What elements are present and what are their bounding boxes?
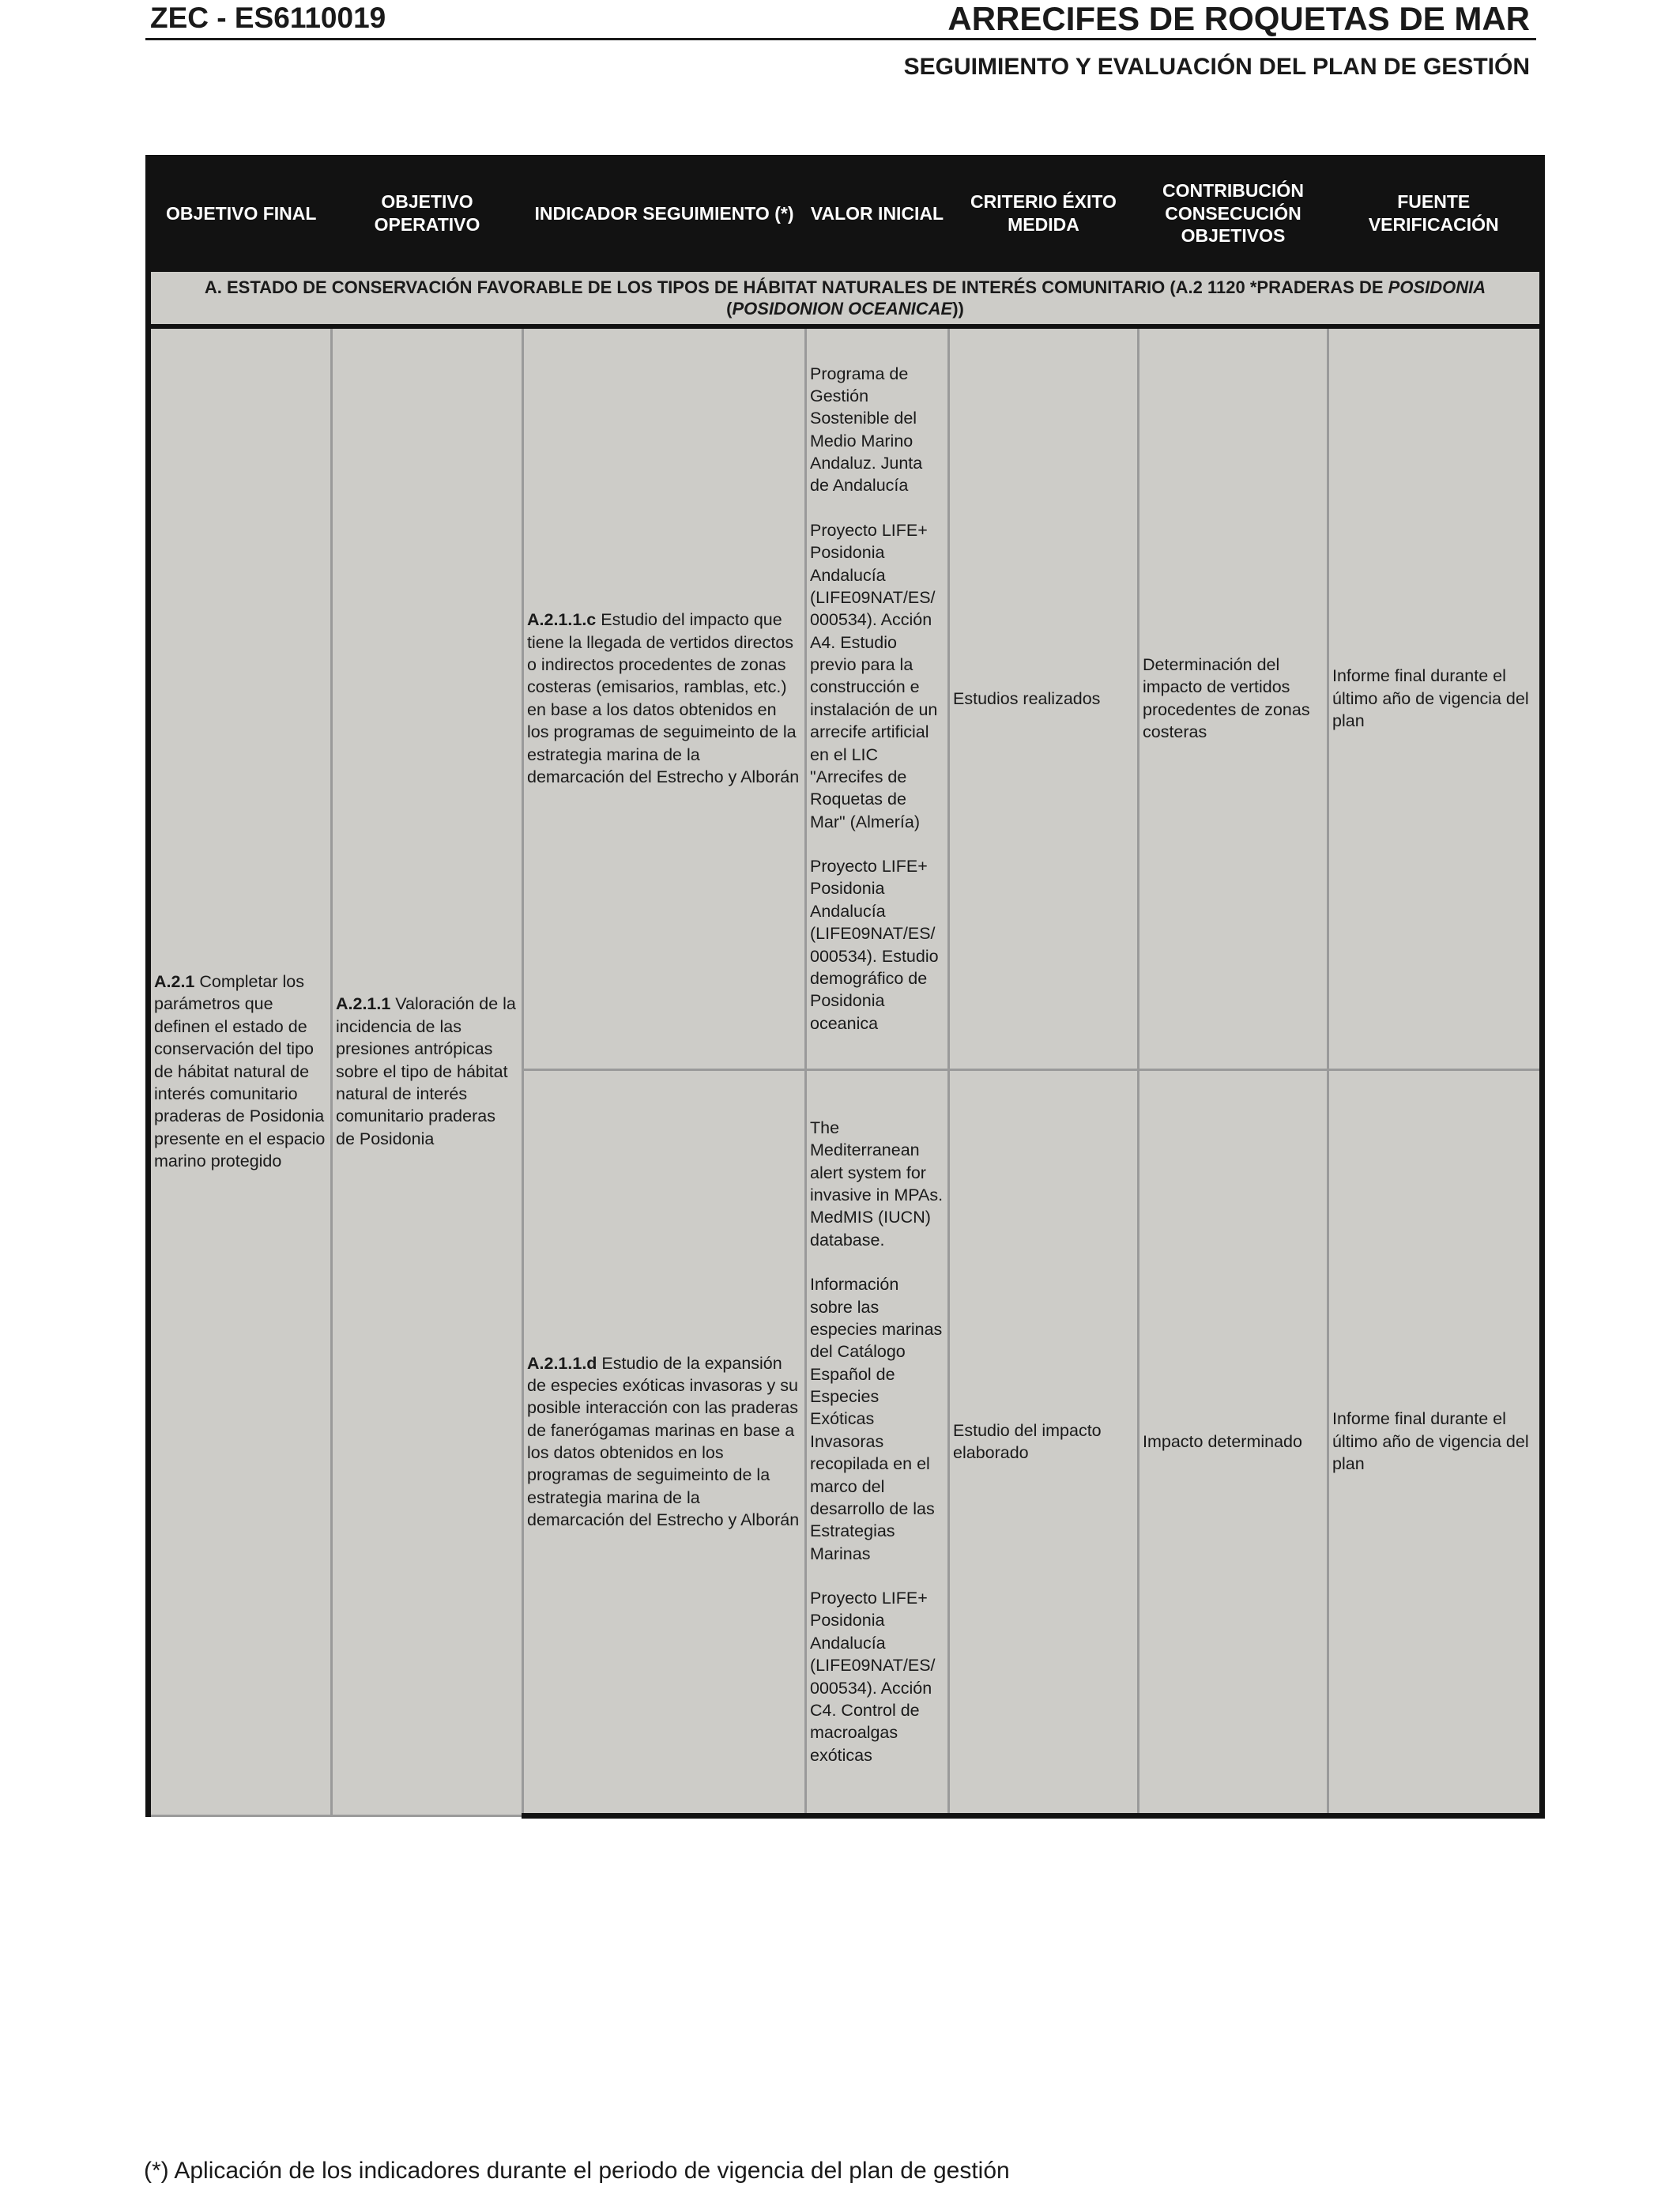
indicador-cell: A.2.1.1.d Estudio de la expansión de especies exóticas invasoras y su posible interacción con las praderas de fanerógamas marinas en base a los datos obtenidos en los programas de seguimeinto de la estrategia marina de la demarcación del Estrecho y Alborán — [523, 1069, 806, 1815]
col-header-criterio: CRITERIO ÉXITO MEDIDA — [949, 155, 1139, 272]
source-item: The Mediterranean alert system for invasive in MPAs. MedMIS (IUCN) database. — [810, 1118, 944, 1250]
table-header-row — [149, 155, 1543, 272]
fuente-cell: Informe final durante el último año de vigencia del plan — [1328, 326, 1543, 1069]
valor-inicial-cell — [806, 1069, 949, 1815]
footnote: (*) Aplicación de los indicadores durante el periodo de vigencia del plan de gestión — [144, 2158, 1010, 2184]
monitoring-table — [145, 155, 1545, 1819]
table-row — [149, 326, 1543, 1069]
indicador-cell: A.2.1.1.c Estudio del impacto que tiene la llegada de vertidos directos o indirectos procedentes de zonas costeras (emisarios, ramblas, etc.) en base a los datos obtenidos en los programas de seguimeinto de la estrategia marina de la demarcación del Estrecho y Alborán — [523, 326, 806, 1069]
monitoring-table-wrapper — [145, 155, 1539, 1819]
col-header-objetivo-final: OBJETIVO FINAL — [149, 155, 332, 272]
source-item: Proyecto LIFE+ Posidonia Andalucía (LIFE09NAT/ES/ 000534). Acción A4. Estudio previo para la construcción e instalación de un arrecife artificial en el LIC "Arrecifes de Roquetas de Mar" (Almería) — [810, 520, 938, 831]
section-row — [149, 272, 1543, 326]
section-title: A. ESTADO DE CONSERVACIÓN FAVORABLE DE LOS TIPOS DE HÁBITAT NATURALES DE INTERÉS COMUNITARIO (A.2 1120 *PRADERAS DE POSIDONIA (POSIDONION OCEANICAE)) — [149, 272, 1543, 326]
col-header-objetivo-operativo: OBJETIVO OPERATIVO — [332, 155, 523, 272]
objetivo-operativo-cell: A.2.1.1 Valoración de la incidencia de las presiones antrópicas sobre el tipo de hábitat natural de interés comunitario praderas de Posidonia — [332, 326, 523, 1815]
source-item: Programa de Gestión Sostenible del Medio Marino Andaluz. Junta de Andalucía — [810, 364, 923, 496]
contribucion-cell: Determinación del impacto de vertidos procedentes de zonas costeras — [1139, 326, 1328, 1069]
header-rule — [145, 38, 1536, 40]
objetivo-final-cell: A.2.1 Completar los parámetros que definen el estado de conservación del tipo de hábitat natural de interés comunitario praderas de Posidonia presente en el espacio marino protegido — [149, 326, 332, 1815]
zec-code: ZEC - ES6110019 — [150, 2, 386, 34]
source-item: Proyecto LIFE+ Posidonia Andalucía (LIFE09NAT/ES/ 000534). Acción C4. Control de macroalgas exóticas — [810, 1589, 936, 1765]
valor-inicial-cell — [806, 326, 949, 1069]
col-header-valor-inicial: VALOR INICIAL — [806, 155, 949, 272]
fuente-cell: Informe final durante el último año de vigencia del plan — [1328, 1069, 1543, 1815]
col-header-indicador: INDICADOR SEGUIMIENTO (*) — [523, 155, 806, 272]
criterio-cell: Estudios realizados — [949, 326, 1139, 1069]
criterio-cell: Estudio del impacto elaborado — [949, 1069, 1139, 1815]
col-header-fuente: FUENTE VERIFICACIÓN — [1328, 155, 1543, 272]
site-name: ARRECIFES DE ROQUETAS DE MAR — [947, 0, 1530, 37]
contribucion-cell: Impacto determinado — [1139, 1069, 1328, 1815]
col-header-contribucion: CONTRIBUCIÓN CONSECUCIÓN OBJETIVOS — [1139, 155, 1328, 272]
page-subtitle: SEGUIMIENTO Y EVALUACIÓN DEL PLAN DE GESTIÓN — [903, 54, 1530, 80]
source-item: Información sobre las especies marinas del Catálogo Español de Especies Exóticas Invasoras recopilada en el marco del desarrollo de las Estrategias Marinas — [810, 1275, 943, 1563]
source-item: Proyecto LIFE+ Posidonia Andalucía (LIFE09NAT/ES/ 000534). Estudio demográfico de Posidonia oceanica — [810, 857, 939, 1033]
